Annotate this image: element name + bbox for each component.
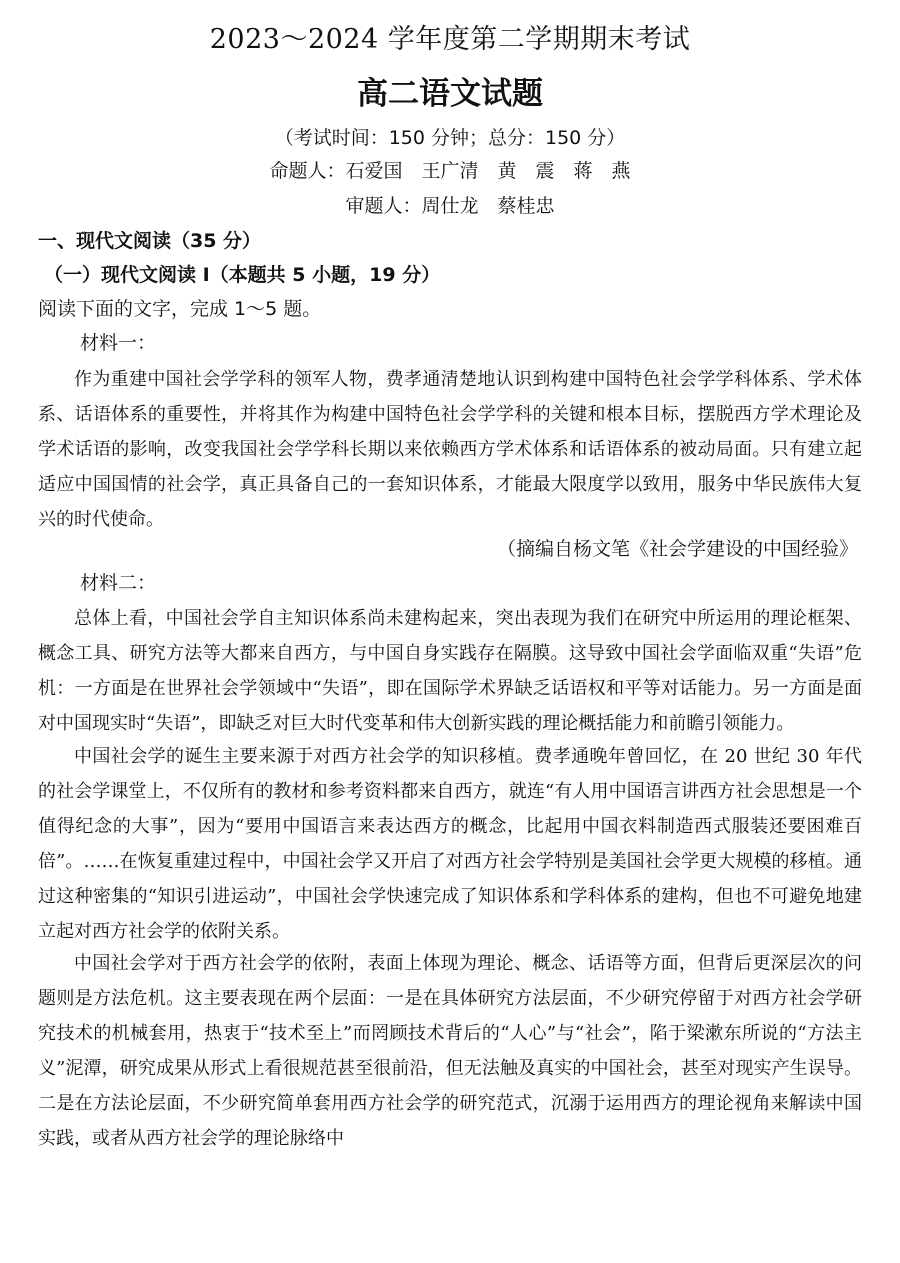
question-reviewers: 审题人：周仕龙 蔡桂忠 <box>345 195 555 217</box>
question-setters: 命题人：石爱国 王广清 黄 震 蒋 燕 <box>269 160 631 182</box>
material-two-label: 材料二： <box>80 572 157 594</box>
subject-title: 高二语文试题 <box>357 76 543 112</box>
exam-time-score: （考试时间：150 分钟；总分：150 分） <box>274 127 626 149</box>
exam-title: 2023～2024 学年度第二学期期末考试 <box>209 24 691 55</box>
material-two-paragraph-3: 中国社会学对于西方社会学的依附，表面上体现为理论、概念、话语等方面，但背后更深层次的问题则是方法危机。这主要表现在两个层面：一是在具体研究方法层面，不少研究停留于对西方社会学研究技术的机械套用，热衷于“技术至上”而罔顾技术背后的“人心”与“社会”，陷于梁漱东所说的“方法主义”泥潭，研究成果从形式上看很规范甚至很前沿，但无法触及真实的中国社会，甚至对现实产生误导。二是在方法论层面，不少研究简单套用西方社会学的研究范式，沉溺于运用西方的理论视角来解读中国实践，或者从西方社会学的理论脉络中 <box>38 953 862 1149</box>
material-two-paragraph-1: 总体上看，中国社会学自主知识体系尚未建构起来，突出表现为我们在研究中所运用的理论框架、概念工具、研究方法等大都来自西方，与中国自身实践存在隔膜。这导致中国社会学面临双重“失语”危机：一方面是在世界社会学领域中“失语”，即在国际学术界缺乏话语权和平等对话能力。另一方面是面对中国现实时“失语”，即缺乏对巨大时代变革和伟大创新实践的理论概括能力和前瞻引领能力。 <box>38 608 862 734</box>
section-heading: 一、现代文阅读（35 分） <box>38 230 262 252</box>
subsection-heading: （一）现代文阅读 I（本题共 5 小题，19 分） <box>44 264 441 286</box>
material-one-paragraph: 作为重建中国社会学学科的领军人物，费孝通清楚地认识到构建中国特色社会学学科体系、学术体系、话语体系的重要性，并将其作为构建中国特色社会学学科的关键和根本目标，摆脱西方学术理论及学术话语的影响，改变我国社会学学科长期以来依赖西方学术体系和话语体系的被动局面。只有建立起适应中国国情的社会学，真正具备自己的一套知识体系，才能最大限度学以致用，服务中华民族伟大复兴的时代使命。 <box>38 369 862 530</box>
material-two-paragraph-2: 中国社会学的诞生主要来源于对西方社会学的知识移植。费孝通晚年曾回忆，在 20 世纪 30 年代的社会学课堂上，不仅所有的教材和参考资料都来自西方，就连“有人用中国语言讲西方社会思想是一个值得纪念的大事”，因为“要用中国语言来表达西方的概念，比起用中国衣料制造西式服装还要困难百倍”。……在恢复重建过程中，中国社会学又开启了对西方社会学特别是美国社会学更大规模的移植。通过这种密集的“知识引进运动”，中国社会学快速完成了知识体系和学科体系的建构，但也不可避免地建立起对西方社会学的依附关系。 <box>38 746 862 942</box>
reading-instruction: 阅读下面的文字，完成 1～5 题。 <box>38 298 322 320</box>
material-one-label: 材料一： <box>80 332 157 354</box>
material-one-source: （摘编自杨文笔《社会学建设的中国经验》 <box>496 538 858 560</box>
